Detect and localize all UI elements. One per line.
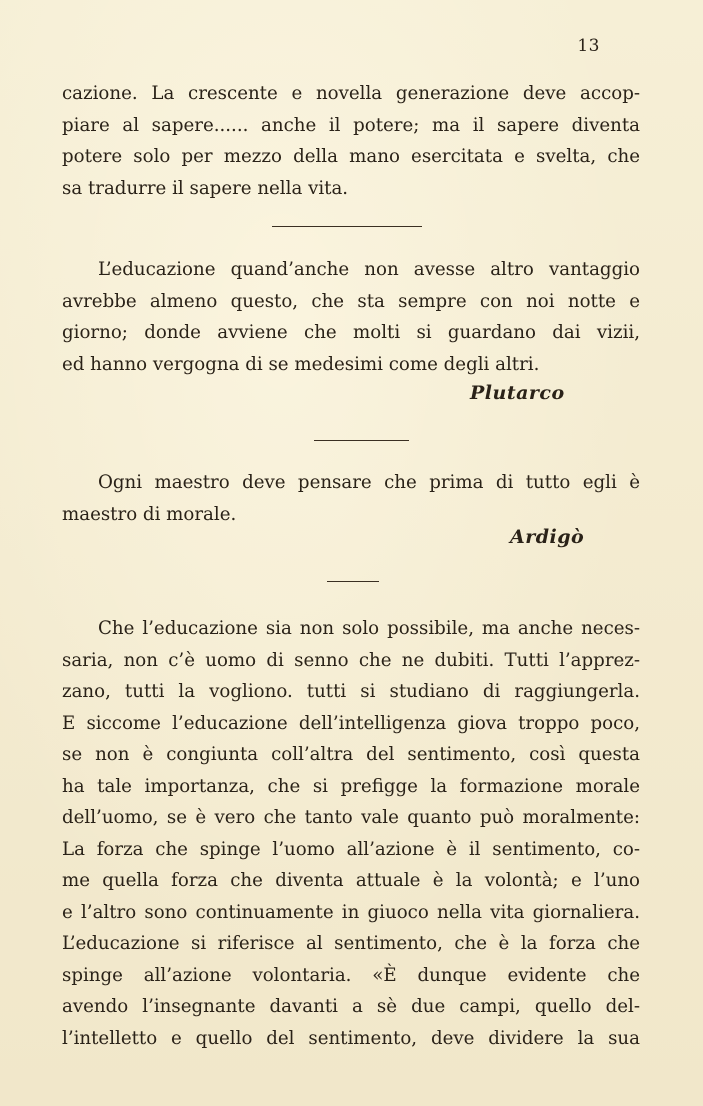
text-line: me quella forza che diventa attuale è la volontà; e l’uno xyxy=(62,870,640,891)
text-line: spinge all’azione volontaria. «È dunque evidente che xyxy=(62,964,640,986)
text-line: l’intelletto e quello del sentimento, deve dividere la sua xyxy=(62,1027,640,1049)
text-line: La forza che spinge l’uomo all’azione è il sentimento, co- xyxy=(62,838,640,860)
text-line: L’educazione si riferisce al sentimento, che è la forza che xyxy=(62,933,640,954)
section-separator xyxy=(327,581,379,582)
text-line: e l’altro sono continuamente in giuoco nella vita giornaliera. xyxy=(62,901,640,923)
text-line: avendo l’insegnante davanti a sè due campi, quello del- xyxy=(62,996,640,1017)
quote-ardigo xyxy=(62,467,640,530)
section-separator xyxy=(314,440,409,441)
text-line: maestro di morale. xyxy=(62,503,237,525)
text-line: giorno; donde avviene che molti si guardano dai vizii, xyxy=(62,322,640,343)
text-line: sa tradurre il sapere nella vita. xyxy=(62,177,349,199)
text-line: ha tale importanza, che si prefigge la formazione morale xyxy=(62,775,640,797)
text-line: Ogni maestro deve pensare che prima di tutto egli è xyxy=(98,472,640,493)
text-line: cazione. La crescente e novella generazione deve accop- xyxy=(62,83,640,104)
text-line: dell’uomo, se è vero che tanto vale quanto può moralmente: xyxy=(62,807,640,828)
quote-plutarco xyxy=(62,254,640,380)
quote-author-plutarco: Plutarco xyxy=(470,382,565,404)
paragraph-continuation xyxy=(62,78,640,204)
text-line: potere solo per mezzo della mano esercitata e svelta, che xyxy=(62,146,640,167)
page-number: 13 xyxy=(577,36,600,56)
text-line: se non è congiunta coll’altra del sentimento, così questa xyxy=(62,744,640,765)
quote-author-ardigo: Ardigò xyxy=(510,526,585,548)
text-line: ed hanno vergogna di se medesimi come degli altri. xyxy=(62,353,540,375)
text-line: piare al sapere...... anche il potere; ma il sapere diventa xyxy=(62,114,640,136)
section-separator xyxy=(272,226,422,227)
text-line: zano, tutti la vogliono. tutti si studiano di raggiungerla. xyxy=(62,681,640,702)
text-line: L’educazione quand’anche non avesse altro vantaggio xyxy=(98,259,640,280)
text-line: E siccome l’educazione dell’intelligenza giova troppo poco, xyxy=(62,712,640,734)
paragraph-education xyxy=(62,613,640,1054)
text-line: avrebbe almeno questo, che sta sempre con noi notte e xyxy=(62,290,640,312)
text-line: saria, non c’è uomo di senno che ne dubiti. Tutti l’apprez- xyxy=(62,649,640,671)
text-line: Che l’educazione sia non solo possibile, ma anche neces- xyxy=(98,618,640,639)
